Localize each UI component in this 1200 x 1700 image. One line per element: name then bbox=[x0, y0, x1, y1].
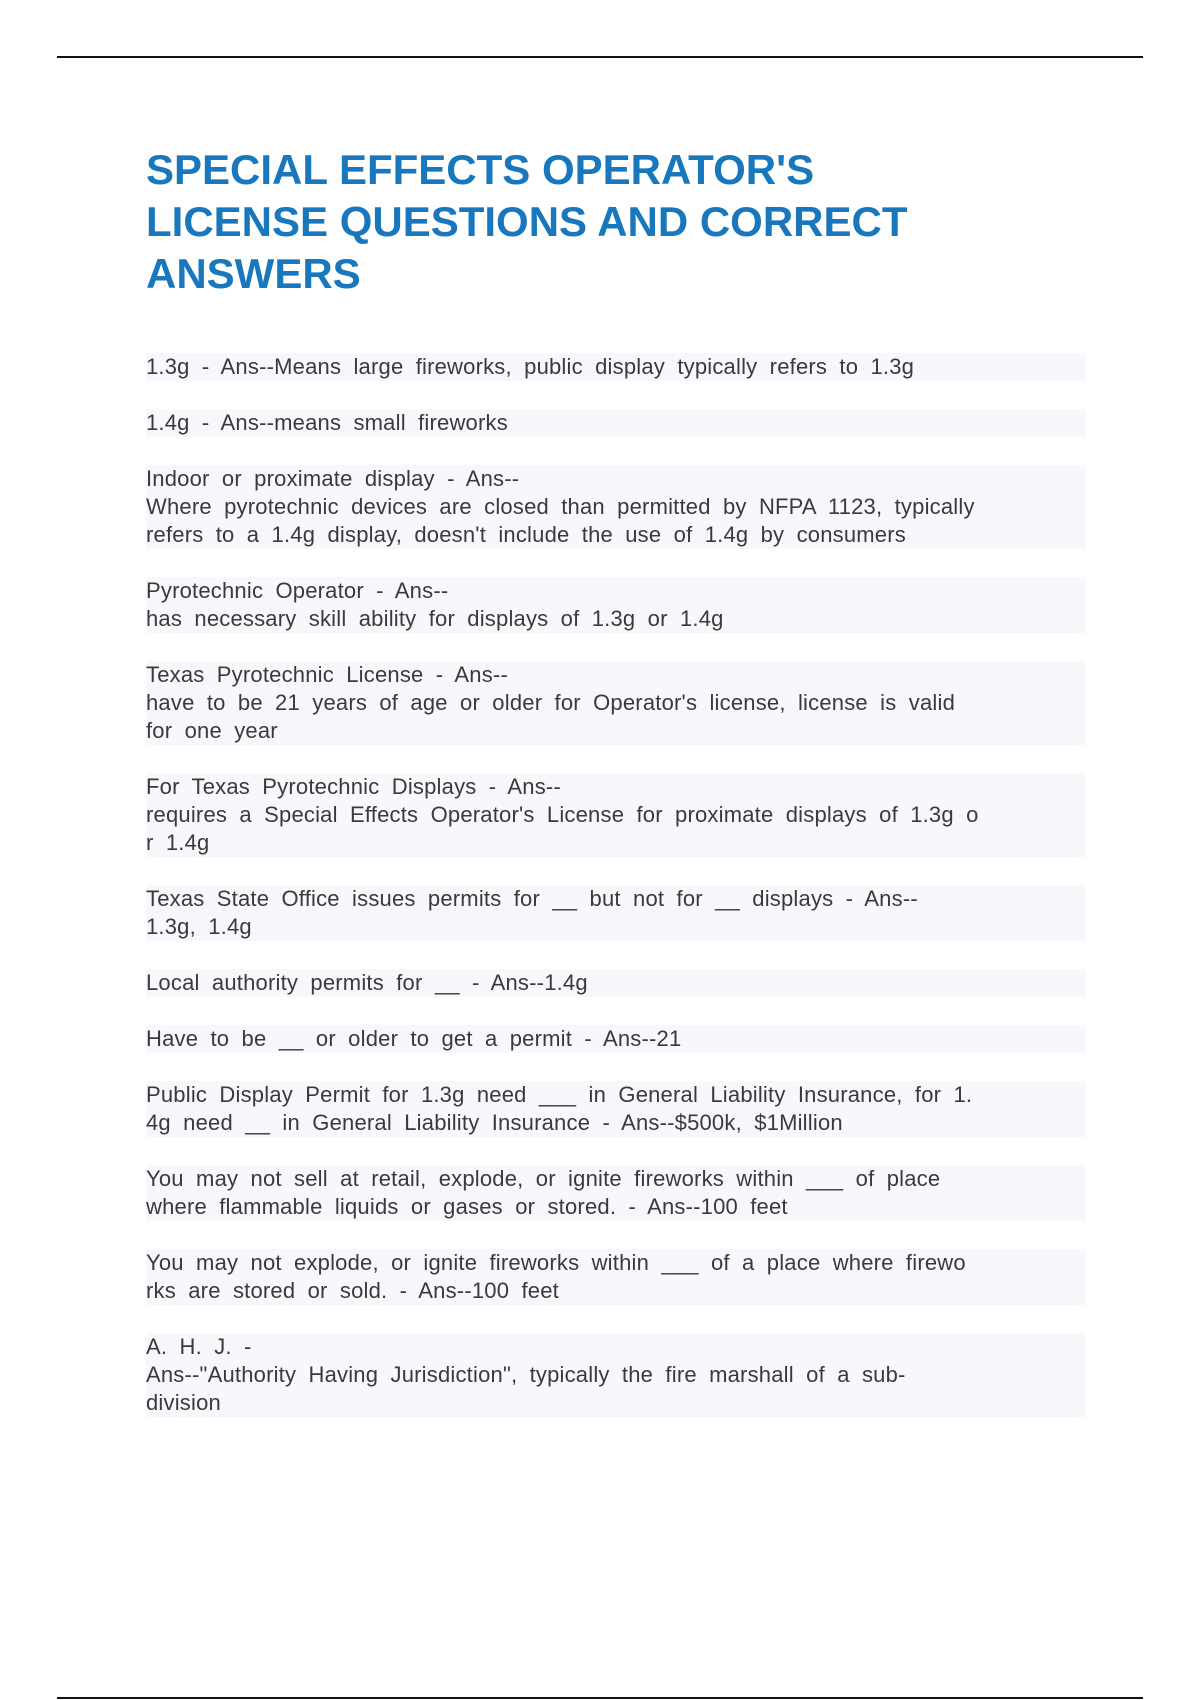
qa-line: Ans--"Authority Having Jurisdiction", typically the fire marshall of a sub- bbox=[146, 1362, 906, 1387]
qa-entry bbox=[146, 969, 1086, 997]
qa-line: for one year bbox=[146, 718, 278, 743]
qa-line: has necessary skill ability for displays of 1.3g or 1.4g bbox=[146, 606, 724, 631]
qa-line: For Texas Pyrotechnic Displays - Ans-- bbox=[146, 774, 561, 799]
qa-line: 1.4g - Ans--means small fireworks bbox=[146, 410, 508, 435]
qa-line: rks are stored or sold. - Ans--100 feet bbox=[146, 1278, 559, 1303]
qa-line: Where pyrotechnic devices are closed than permitted by NFPA 1123, typically bbox=[146, 494, 975, 519]
qa-entry bbox=[146, 661, 1086, 745]
qa-line: requires a Special Effects Operator's License for proximate displays of 1.3g o bbox=[146, 802, 979, 827]
top-rule bbox=[57, 56, 1143, 58]
qa-line: You may not explode, or ignite fireworks within ___ of a place where firewo bbox=[146, 1250, 966, 1275]
qa-entry bbox=[146, 1165, 1086, 1221]
qa-line: division bbox=[146, 1390, 221, 1415]
bottom-rule bbox=[57, 1697, 1143, 1699]
title-line: ANSWERS bbox=[146, 250, 361, 297]
qa-line: 4g need __ in General Liability Insurance - Ans--$500k, $1Million bbox=[146, 1110, 843, 1135]
title-line: LICENSE QUESTIONS AND CORRECT bbox=[146, 198, 908, 245]
qa-line: 1.3g, 1.4g bbox=[146, 914, 252, 939]
qa-entry bbox=[146, 1025, 1086, 1053]
qa-entry bbox=[146, 577, 1086, 633]
qa-line: refers to a 1.4g display, doesn't include the use of 1.4g by consumers bbox=[146, 522, 906, 547]
qa-entry bbox=[146, 1249, 1086, 1305]
qa-line: 1.3g - Ans--Means large fireworks, public display typically refers to 1.3g bbox=[146, 354, 915, 379]
qa-line: Have to be __ or older to get a permit - Ans--21 bbox=[146, 1026, 682, 1051]
title-line: SPECIAL EFFECTS OPERATOR'S bbox=[146, 146, 815, 193]
qa-line: r 1.4g bbox=[146, 830, 210, 855]
qa-line: A. H. J. - bbox=[146, 1334, 252, 1359]
qa-line: Local authority permits for __ - Ans--1.4g bbox=[146, 970, 588, 995]
qa-line: Public Display Permit for 1.3g need ___ in General Liability Insurance, for 1. bbox=[146, 1082, 973, 1107]
qa-list bbox=[146, 353, 1086, 1445]
qa-entry bbox=[146, 1081, 1086, 1137]
qa-line: Texas Pyrotechnic License - Ans-- bbox=[146, 662, 508, 687]
qa-entry bbox=[146, 1333, 1086, 1417]
qa-line: Texas State Office issues permits for __ but not for __ displays - Ans-- bbox=[146, 886, 918, 911]
qa-line: Pyrotechnic Operator - Ans-- bbox=[146, 578, 449, 603]
qa-entry bbox=[146, 409, 1086, 437]
qa-entry bbox=[146, 353, 1086, 381]
qa-line: Indoor or proximate display - Ans-- bbox=[146, 466, 520, 491]
qa-line: where flammable liquids or gases or stored. - Ans--100 feet bbox=[146, 1194, 788, 1219]
qa-line: have to be 21 years of age or older for Operator's license, license is valid bbox=[146, 690, 956, 715]
qa-entry bbox=[146, 885, 1086, 941]
document-title bbox=[146, 144, 1046, 300]
qa-line: You may not sell at retail, explode, or ignite fireworks within ___ of place bbox=[146, 1166, 941, 1191]
qa-entry bbox=[146, 773, 1086, 857]
qa-entry bbox=[146, 465, 1086, 549]
